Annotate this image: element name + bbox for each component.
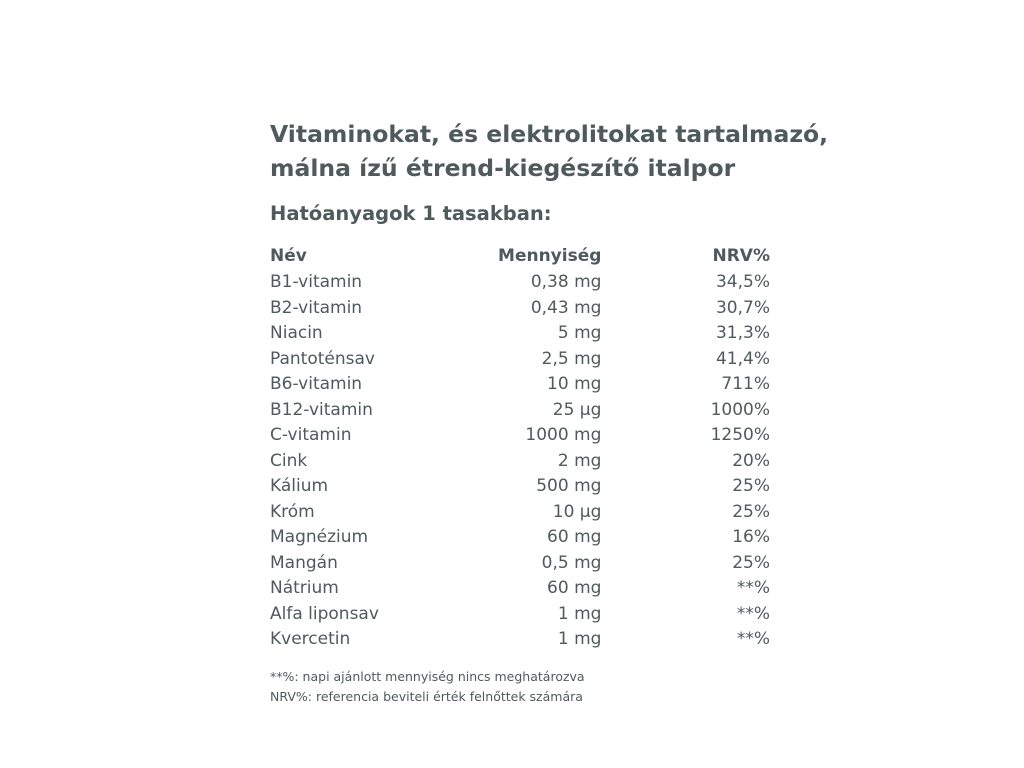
table-row <box>270 627 770 653</box>
footnote-nrv-undefined: **%: napi ajánlott mennyiség nincs meghatározva <box>270 669 585 684</box>
product-title-line-2: málna ízű étrend-kiegészítő italpor <box>270 154 736 182</box>
ingredient-nrv: 25% <box>732 552 770 573</box>
ingredient-quantity: 0,5 mg <box>541 552 602 573</box>
ingredient-quantity: 2 mg <box>557 450 602 471</box>
ingredients-table <box>270 243 770 653</box>
ingredient-name: Magnézium <box>270 527 369 547</box>
ingredient-quantity: 60 mg <box>547 527 602 547</box>
ingredient-quantity: 25 µg <box>552 399 602 420</box>
ingredient-quantity: 2,5 mg <box>541 348 602 369</box>
ingredient-nrv: 1000% <box>710 399 770 420</box>
ingredient-name: Mangán <box>270 552 338 573</box>
ingredient-nrv: 16% <box>732 527 770 547</box>
ingredient-quantity: 1000 mg <box>525 425 602 445</box>
ingredient-nrv: 20% <box>732 450 770 471</box>
table-row <box>270 576 770 602</box>
ingredient-nrv: 25% <box>732 501 770 522</box>
footnote-nrv-definition: NRV%: referencia beviteli érték felnőttek számára <box>270 689 583 704</box>
ingredient-name: C-vitamin <box>270 425 352 445</box>
ingredients-subtitle: Hatóanyagok 1 tasakban: <box>270 202 552 225</box>
table-row <box>270 270 770 296</box>
ingredient-nrv: 31,3% <box>715 323 770 343</box>
footnotes <box>270 667 585 707</box>
table-row <box>270 500 770 526</box>
ingredient-name: Kvercetin <box>270 629 351 649</box>
table-row <box>270 449 770 475</box>
ingredient-nrv: 25% <box>732 476 770 496</box>
header-quantity: Mennyiség <box>498 245 602 266</box>
ingredient-name: B2-vitamin <box>270 297 363 318</box>
ingredient-nrv: 711% <box>721 374 770 394</box>
ingredient-nrv: 34,5% <box>715 272 770 292</box>
ingredient-name: Niacin <box>270 323 323 343</box>
table-row <box>270 296 770 322</box>
header-row <box>270 243 770 270</box>
ingredient-nrv: 30,7% <box>715 297 770 318</box>
ingredient-name: Pantoténsav <box>270 348 375 369</box>
table-row <box>270 474 770 500</box>
table-row <box>270 551 770 577</box>
product-title-line-1: Vitaminokat, és elektrolitokat tartalmazó, <box>270 120 829 148</box>
ingredient-quantity: 5 mg <box>557 323 602 343</box>
ingredient-name: B12-vitamin <box>270 399 373 420</box>
product-title <box>270 117 830 185</box>
ingredient-quantity: 500 mg <box>536 476 602 496</box>
header-name: Név <box>270 245 307 266</box>
ingredient-quantity: 1 mg <box>557 603 602 624</box>
ingredient-name: Cink <box>270 450 308 471</box>
ingredient-quantity: 10 mg <box>547 374 602 394</box>
ingredient-nrv: 1250% <box>710 425 770 445</box>
ingredients-table-body <box>270 270 770 653</box>
ingredient-nrv: **% <box>736 603 770 624</box>
ingredient-nrv: **% <box>736 578 770 598</box>
table-row <box>270 602 770 628</box>
ingredient-name: Króm <box>270 501 315 522</box>
header-nrv: NRV% <box>712 245 770 266</box>
table-row <box>270 347 770 373</box>
ingredient-name: Alfa liponsav <box>270 603 379 624</box>
ingredient-quantity: 10 µg <box>552 501 602 522</box>
ingredient-name: B6-vitamin <box>270 374 363 394</box>
ingredient-name: B1-vitamin <box>270 272 363 292</box>
ingredient-quantity: 1 mg <box>557 629 602 649</box>
table-row <box>270 398 770 424</box>
ingredient-quantity: 0,38 mg <box>530 272 602 292</box>
ingredient-quantity: 60 mg <box>547 578 602 598</box>
ingredient-nrv: 41,4% <box>715 348 770 369</box>
table-row <box>270 423 770 449</box>
table-row <box>270 372 770 398</box>
table-row <box>270 321 770 347</box>
table-row <box>270 525 770 551</box>
ingredient-quantity: 0,43 mg <box>530 297 602 318</box>
ingredient-nrv: **% <box>736 629 770 649</box>
ingredient-name: Kálium <box>270 476 329 496</box>
ingredients-table-header <box>270 243 770 270</box>
ingredient-name: Nátrium <box>270 578 339 598</box>
